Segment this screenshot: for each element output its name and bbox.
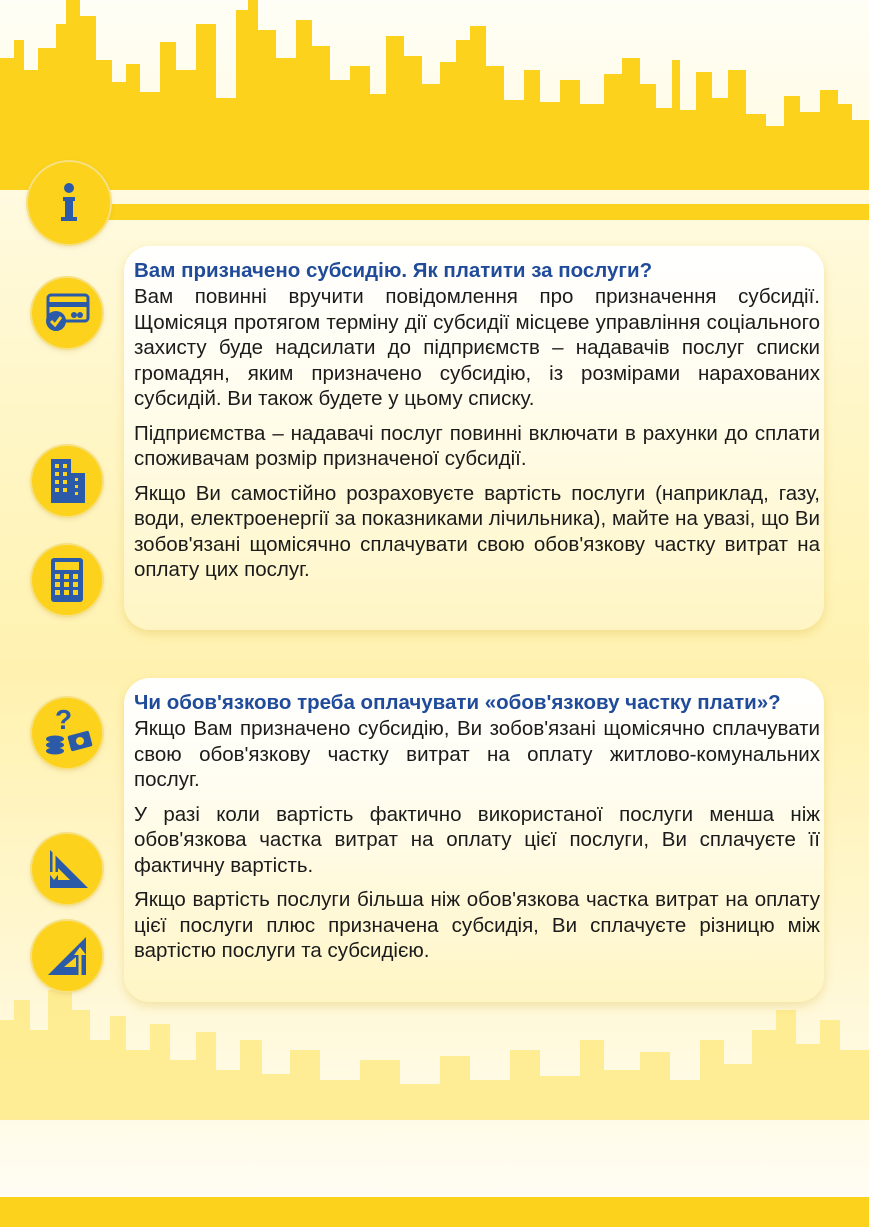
card-payment-icon: [32, 278, 102, 348]
header-stripe: [100, 204, 869, 220]
info-icon: [28, 162, 110, 244]
section-mandatory-share: [134, 690, 820, 973]
paragraph: Якщо Вам призначено субсидію, Ви зобов'язані щомісячно сплачувати свою обов'язкову частку витрат на оплату житлово-комунальних послуг.: [134, 717, 820, 791]
paragraph: Вам повинні вручити повідомлення про призначення субсидії. Щомісяця протягом терміну дії субсидії місцеве управління соціального захисту буде надсилати до підприємств – надавачів послуг списки громадян, яким призначено субсидію, із розмірами нарахованих субсидій. Ви також будете у цьому списку.: [134, 285, 820, 410]
down-triangle-icon: [32, 834, 102, 904]
up-triangle-icon: [32, 921, 102, 991]
footer-stripe: [0, 1197, 869, 1227]
paragraph: Якщо Ви самостійно розраховуєте вартість послуги (наприклад, газу, води, електроенергії за показниками лічильника), майте на увазі, що Ви зобов'язані щомісячно сплачувати свою обов'язкову частку витрат на оплату цих послуг.: [134, 481, 820, 581]
question-coins-icon: [32, 698, 102, 768]
paragraph: У разі коли вартість фактично використаної послуги менша ніж обов'язкова частка витрат на оплату цієї послуги, Ви сплачуєте її фактичну вартість.: [134, 802, 820, 877]
skyline-top-decoration: [0, 0, 869, 190]
svg-text:?: ?: [55, 705, 73, 735]
section-payment: [134, 258, 820, 592]
calculator-icon: [32, 545, 102, 615]
section-title: Чи обов'язково треба оплачувати «обов'язкову частку плати»?: [134, 691, 781, 714]
paragraph: Якщо вартість послуги більша ніж обов'язкова частка витрат на оплату цієї послуги плюс призначена субсидія, Ви сплачуєте різницю між вартістю послуги та субсидією.: [134, 888, 820, 962]
paragraph: Підприємства – надавачі послуг повинні включати в рахунки до сплати споживачам розмір призначеної субсидії.: [134, 421, 820, 470]
section-title: Вам призначено субсидію. Як платити за послуги?: [134, 259, 653, 282]
building-icon: [32, 446, 102, 516]
